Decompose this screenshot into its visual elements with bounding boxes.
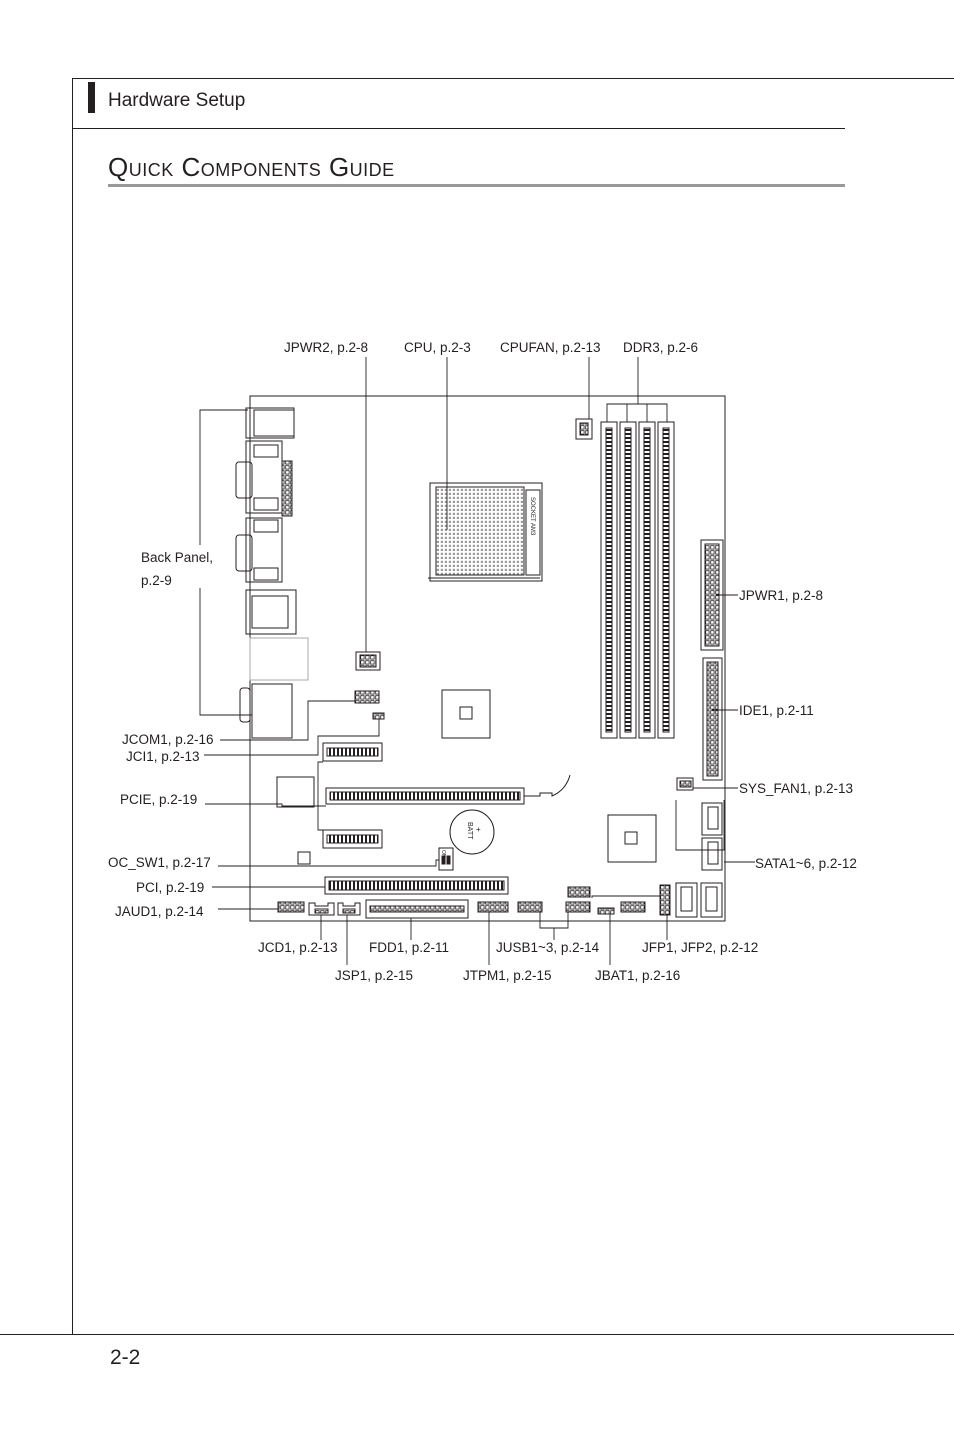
- ddr3-slots: [601, 422, 674, 738]
- board-outline: [250, 396, 725, 921]
- label-sata: SATA1~6, p.2-12: [755, 856, 857, 871]
- label-jcom1: JCOM1, p.2-16: [122, 732, 214, 747]
- label-cpu: CPU, p.2-3: [404, 340, 471, 355]
- jfp2-header: [660, 885, 670, 915]
- label-fdd1: FDD1, p.2-11: [369, 940, 450, 955]
- jpwr2-connector: [356, 652, 380, 670]
- label-jsp1: JSP1, p.2-15: [335, 968, 414, 983]
- label-jci1: JCI1, p.2-13: [126, 749, 200, 764]
- batt-plus-label: +: [476, 825, 481, 834]
- jbat1-header: [598, 908, 614, 914]
- pcie-x1-slot-2: [323, 830, 382, 848]
- label-jbat1: JBAT1, p.2-16: [595, 968, 681, 983]
- pci-slot: [325, 877, 508, 894]
- label-jcd1: JCD1, p.2-13: [258, 940, 338, 955]
- audio-chip: [277, 777, 314, 807]
- cpufan-header: [576, 419, 592, 439]
- label-jusb: JUSB1~3, p.2-14: [496, 940, 600, 955]
- page-title: Quick Components Guide: [108, 152, 395, 182]
- label-sys-fan1: SYS_FAN1, p.2-13: [739, 781, 854, 796]
- label-jpwr2: JPWR2, p.2-8: [284, 340, 369, 355]
- callout-lines: [200, 357, 755, 965]
- jci1-header: [373, 713, 384, 719]
- label-ddr3: DDR3, p.2-6: [623, 340, 699, 355]
- label-ide1: IDE1, p.2-11: [739, 703, 814, 718]
- com-header: [282, 461, 292, 516]
- label-back-panel-page: p.2-9: [141, 573, 172, 588]
- socket-label: SOCKET AM3: [529, 497, 535, 536]
- section-header: Hardware Setup: [108, 90, 246, 111]
- jfp1-header: [621, 902, 645, 912]
- page-number: 2-2: [110, 1346, 141, 1369]
- jsp1-connector: [338, 903, 360, 915]
- jusb2-header: [566, 902, 590, 912]
- ide1-connector: [703, 658, 722, 780]
- pcie-x16-slot: [326, 775, 570, 804]
- jusb3-header: [568, 887, 590, 897]
- cpu-socket: [428, 483, 542, 581]
- fdd1-connector: [366, 900, 468, 918]
- label-pcie: PCIE, p.2-19: [120, 792, 198, 807]
- label-jpwr1: JPWR1, p.2-8: [739, 588, 824, 603]
- sys-fan-header: [677, 778, 693, 790]
- jtpm1-header: [478, 902, 508, 912]
- sata-connectors: [676, 803, 722, 917]
- label-jtpm1: JTPM1, p.2-15: [463, 968, 552, 983]
- jusb1-header: [518, 902, 542, 912]
- batt-label: BATT: [466, 822, 473, 840]
- northbridge-chip: [442, 690, 490, 738]
- label-oc-sw1: OC_SW1, p.2-17: [108, 855, 211, 870]
- pcie-x1-slot-1: [323, 743, 382, 761]
- on-label: ON: [440, 850, 446, 858]
- label-jaud1: JAUD1, p.2-14: [115, 904, 204, 919]
- label-back-panel: Back Panel,: [141, 550, 214, 565]
- small-component: [298, 852, 310, 864]
- jaud1-header: [278, 902, 304, 912]
- back-panel: [236, 408, 308, 738]
- southbridge-chip: [608, 815, 656, 862]
- jcd1-connector: [309, 903, 334, 915]
- label-jfp: JFP1, JFP2, p.2-12: [642, 940, 759, 955]
- jcom1-header: [355, 691, 379, 703]
- label-pci: PCI, p.2-19: [136, 880, 205, 895]
- label-cpufan: CPUFAN, p.2-13: [500, 340, 601, 355]
